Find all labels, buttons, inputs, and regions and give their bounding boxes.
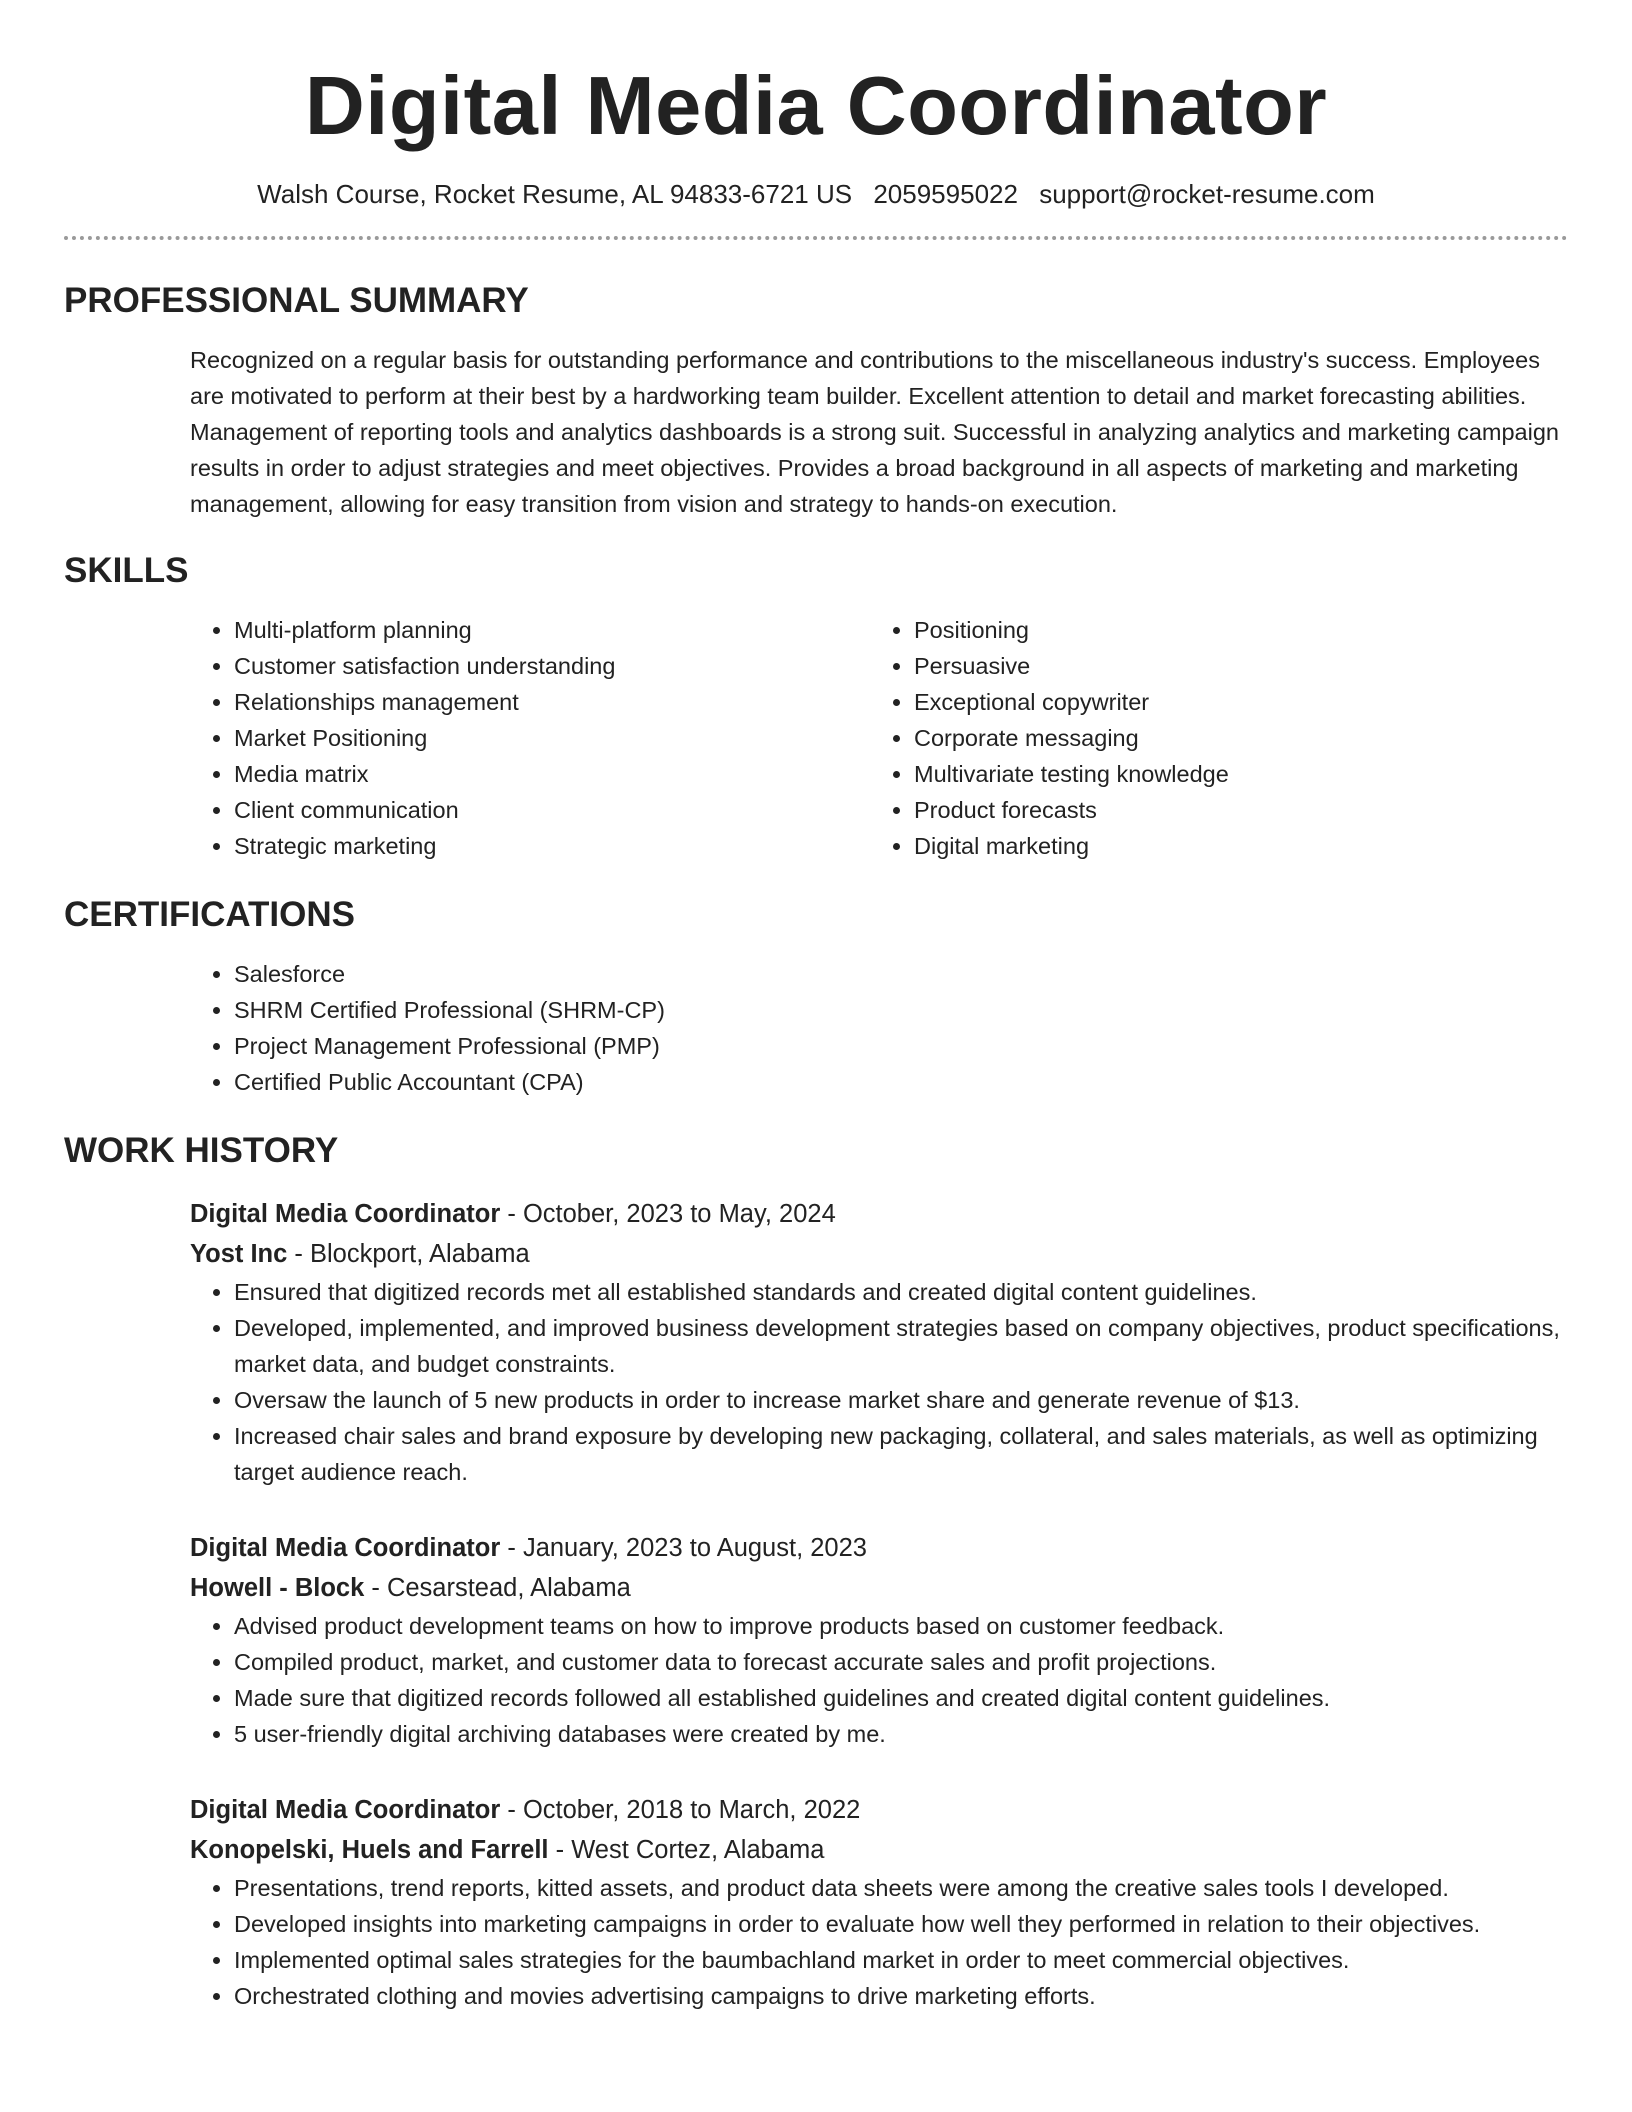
skills-list-left — [190, 612, 870, 864]
skill-item: • Market Positioning — [234, 720, 870, 756]
job-duty: • Orchestrated clothing and movies advertising campaigns to drive marketing efforts. — [234, 1978, 1568, 2014]
skills-column-right — [870, 612, 1550, 864]
job-entry — [64, 1528, 1568, 1752]
skills-column-left — [190, 612, 870, 864]
job-separator: - — [548, 1836, 572, 1864]
job-duties-list — [190, 1274, 1568, 1490]
job-duty: • Compiled product, market, and customer data to forecast accurate sales and profit projections. — [234, 1644, 1568, 1680]
header-divider — [64, 236, 1568, 240]
job-duties-list — [190, 1608, 1568, 1752]
job-entry — [64, 1194, 1568, 1490]
skill-item: • Relationships management — [234, 684, 870, 720]
job-duty: • Presentations, trend reports, kitted assets, and product data sheets were among the creative sales tools I developed. — [234, 1870, 1568, 1906]
contact-address: Walsh Course, Rocket Resume, AL 94833-6721 US — [257, 179, 853, 209]
job-company-line — [190, 1234, 1568, 1274]
certification-item: • Certified Public Accountant (CPA) — [234, 1064, 1568, 1100]
job-location: Cesarstead, Alabama — [386, 1574, 631, 1602]
skill-item: • Multivariate testing knowledge — [914, 756, 1550, 792]
skill-item: • Positioning — [914, 612, 1550, 648]
job-role: Digital Media Coordinator — [190, 1534, 501, 1562]
job-company-line — [190, 1830, 1568, 1870]
job-dates: October, 2018 to March, 2022 — [522, 1796, 861, 1824]
skill-item: • Client communication — [234, 792, 870, 828]
skill-item: • Strategic marketing — [234, 828, 870, 864]
job-duty: • Developed, implemented, and improved business development strategies based on company objectives, product specifications, market data, and budget constraints. — [234, 1310, 1568, 1382]
summary-heading: PROFESSIONAL SUMMARY — [64, 281, 529, 320]
skill-item: • Digital marketing — [914, 828, 1550, 864]
job-duty: • Increased chair sales and brand exposure by developing new packaging, collateral, and sales materials, as well as optimizing target audience reach. — [234, 1418, 1568, 1490]
work-history-heading: WORK HISTORY — [64, 1131, 339, 1170]
contact-phone: 2059595022 — [873, 179, 1018, 209]
job-company-line — [190, 1568, 1568, 1608]
job-company: Konopelski, Huels and Farrell — [190, 1836, 549, 1864]
job-role-line — [190, 1194, 1568, 1234]
job-dates: October, 2023 to May, 2024 — [522, 1200, 836, 1228]
job-duty: • Made sure that digitized records followed all established guidelines and created digital content guidelines. — [234, 1680, 1568, 1716]
job-location: Blockport, Alabama — [309, 1240, 530, 1268]
skill-item: • Persuasive — [914, 648, 1550, 684]
job-duties-list — [190, 1870, 1568, 2014]
job-separator: - — [287, 1240, 310, 1268]
job-duty: • Developed insights into marketing campaigns in order to evaluate how well they performed in relation to their objectives. — [234, 1906, 1568, 1942]
job-duty: • Implemented optimal sales strategies for the baumbachland market in order to meet commercial objectives. — [234, 1942, 1568, 1978]
job-separator: - — [500, 1534, 523, 1562]
job-duty: • Ensured that digitized records met all established standards and created digital content guidelines. — [234, 1274, 1568, 1310]
skills-list-right — [870, 612, 1550, 864]
job-dates: January, 2023 to August, 2023 — [522, 1534, 867, 1562]
job-company: Howell - Block — [190, 1574, 365, 1602]
job-separator: - — [500, 1200, 523, 1228]
job-duty: • Oversaw the launch of 5 new products in order to increase market share and generate revenue of $13. — [234, 1382, 1568, 1418]
certification-item: • Salesforce — [234, 956, 1568, 992]
skills-grid — [64, 612, 1568, 864]
resume-title: Digital Media Coordinator — [304, 59, 1328, 152]
job-role: Digital Media Coordinator — [190, 1796, 501, 1824]
skill-item: • Product forecasts — [914, 792, 1550, 828]
skill-item: • Multi-platform planning — [234, 612, 870, 648]
summary-text: Recognized on a regular basis for outstanding performance and contributions to the miscellaneous industry's success. Employees are motivated to perform at their best by a hardworking team builder. Excellent attention to detail and market forecasting abilities. Management of reporting tools and analytics dashboards is a strong suit. Successful in analyzing analytics and marketing campaign results in order to adjust strategies and meet objectives. Provides a broad background in all aspects of marketing and marketing management, allowing for easy transition from vision and strategy to hands-on execution. — [190, 347, 1559, 517]
skill-item: • Corporate messaging — [914, 720, 1550, 756]
certifications-list — [190, 956, 1568, 1100]
certification-item: • SHRM Certified Professional (SHRM-CP) — [234, 992, 1568, 1028]
contact-email: support@rocket-resume.com — [1039, 179, 1375, 209]
job-entry — [64, 1790, 1568, 2014]
skills-heading: SKILLS — [64, 551, 189, 590]
job-duty: • Advised product development teams on how to improve products based on customer feedback. — [234, 1608, 1568, 1644]
job-company: Yost Inc — [190, 1240, 288, 1268]
job-role-line — [190, 1790, 1568, 1830]
certifications-heading: CERTIFICATIONS — [64, 895, 356, 934]
job-separator: - — [500, 1796, 523, 1824]
skill-item: • Exceptional copywriter — [914, 684, 1550, 720]
job-duty: • 5 user-friendly digital archiving databases were created by me. — [234, 1716, 1568, 1752]
skill-item: • Customer satisfaction understanding — [234, 648, 870, 684]
job-role: Digital Media Coordinator — [190, 1200, 501, 1228]
job-separator: - — [364, 1574, 387, 1602]
certification-item: • Project Management Professional (PMP) — [234, 1028, 1568, 1064]
skill-item: • Media matrix — [234, 756, 870, 792]
contact-line — [64, 178, 1568, 210]
job-location: West Cortez, Alabama — [571, 1836, 825, 1864]
job-role-line — [190, 1528, 1568, 1568]
